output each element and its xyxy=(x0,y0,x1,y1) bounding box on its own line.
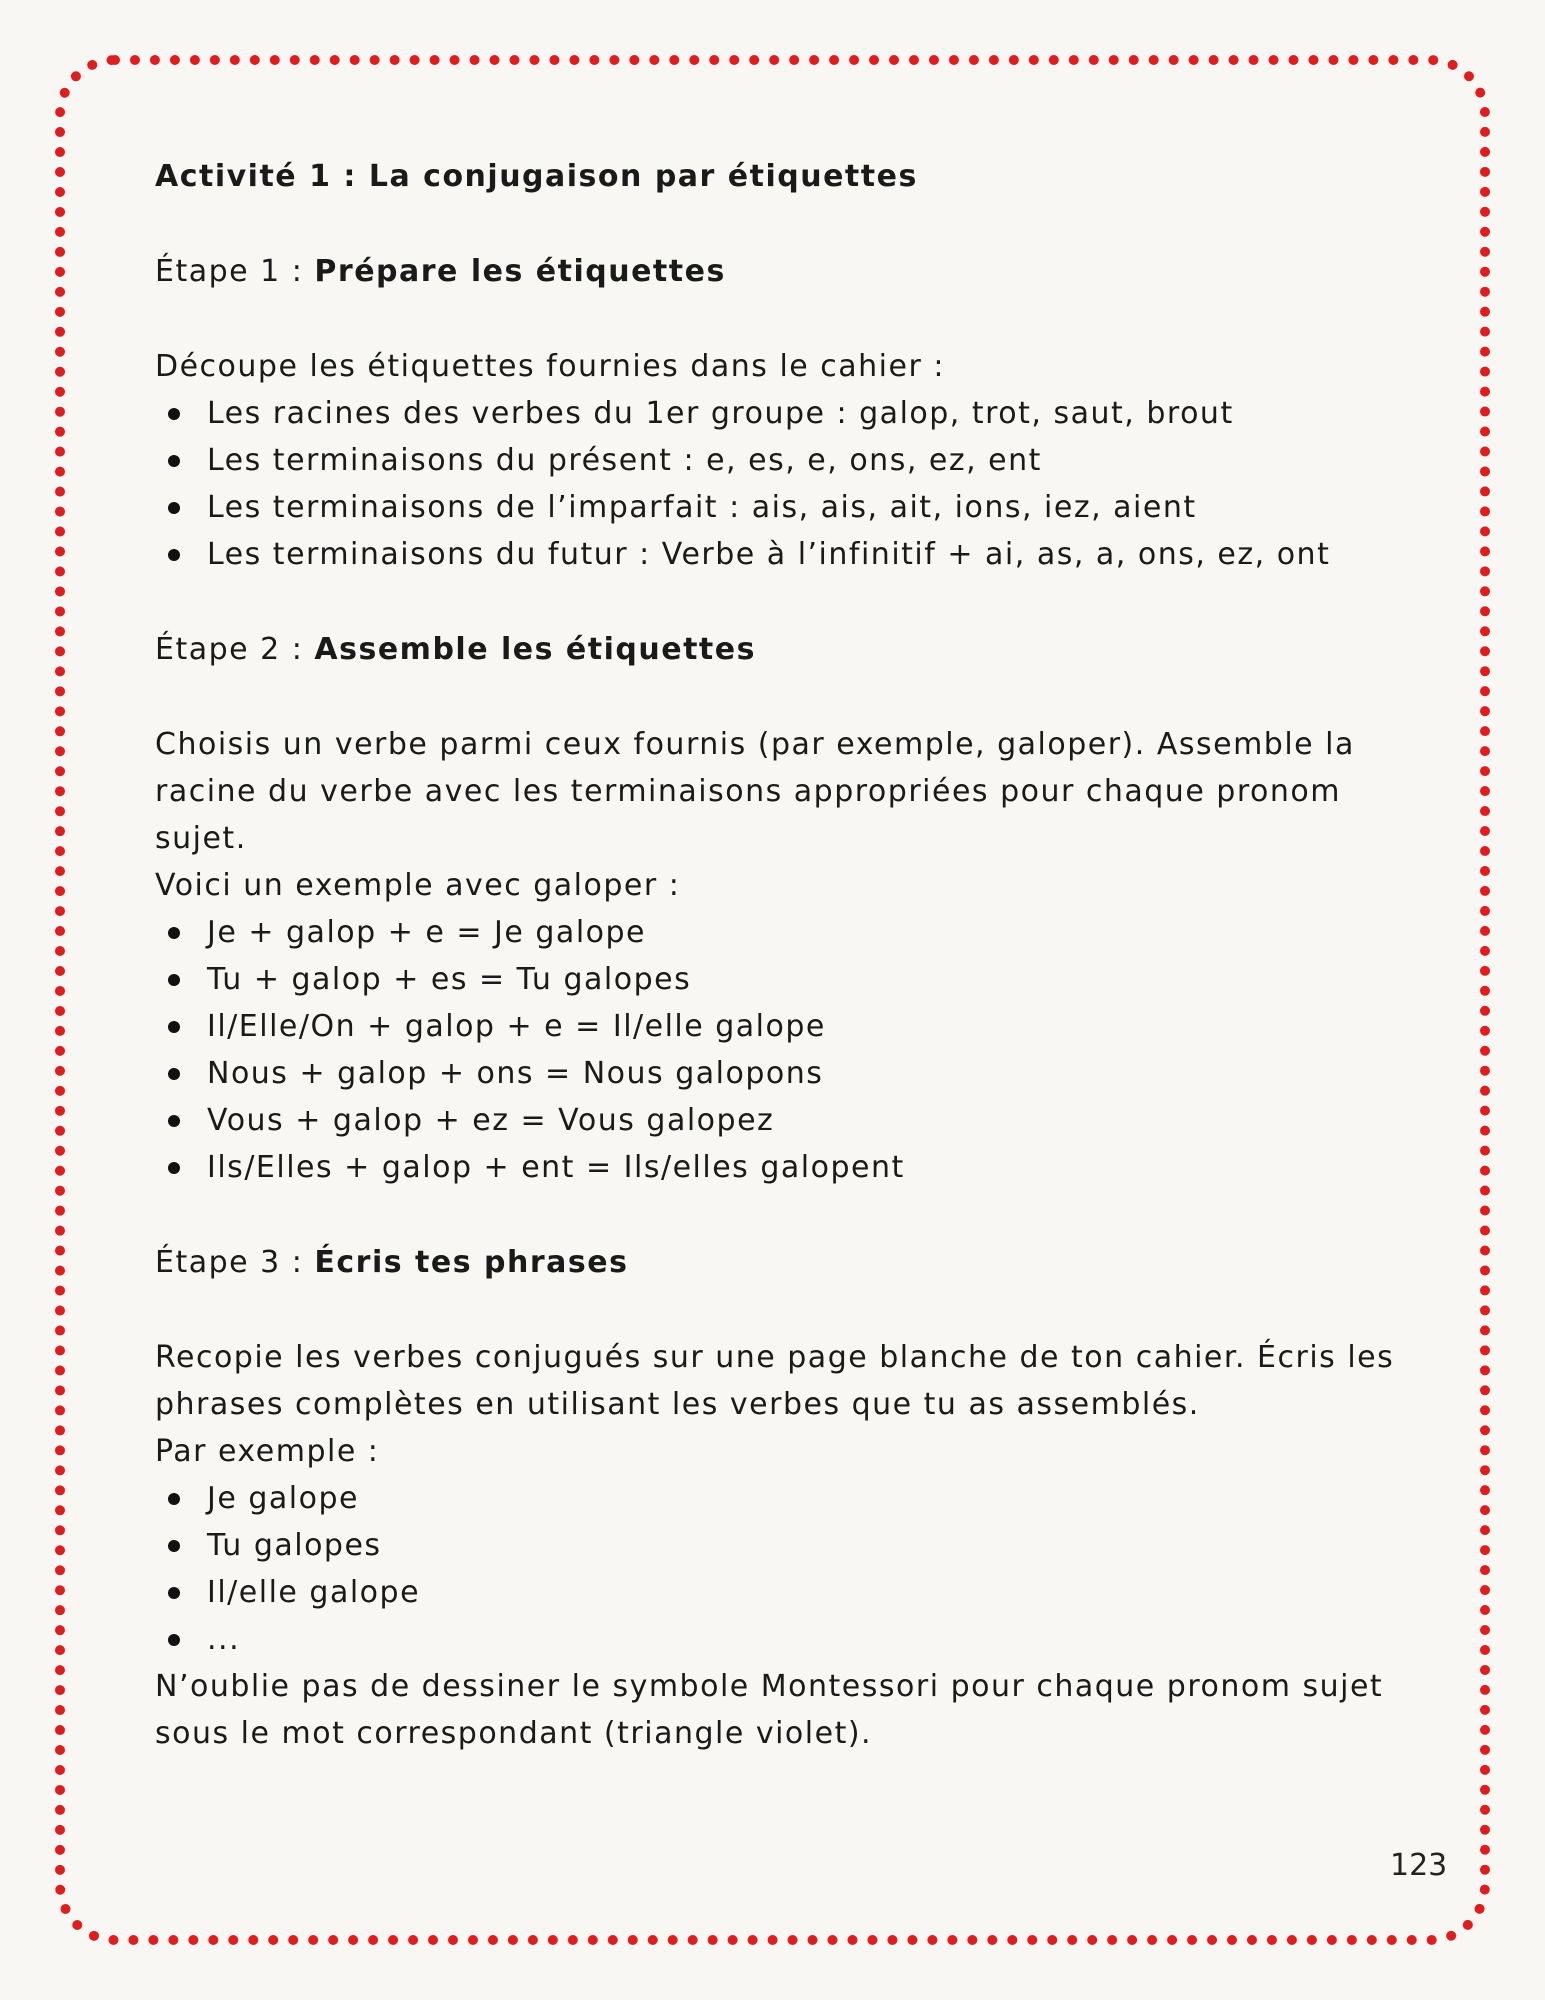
bullet-icon xyxy=(168,1021,180,1033)
step-1-title: Prépare les étiquettes xyxy=(314,254,726,289)
bullet-icon xyxy=(168,1493,180,1505)
bullet-icon xyxy=(168,1540,180,1552)
page-number: 123 xyxy=(1390,1848,1448,1883)
step-2-paragraph: Choisis un verbe parmi ceux fournis (par exemple, galoper). Assemble la racine du verbe avec les terminaisons appropriées pour chaque pronom sujet. xyxy=(155,727,1355,856)
step-1-intro: Découpe les étiquettes fournies dans le cahier : xyxy=(155,349,945,384)
bullet-icon xyxy=(168,1587,180,1599)
bullet-icon xyxy=(168,1162,180,1174)
list-item: Nous + galop + ons = Nous galopons xyxy=(155,1050,1405,1097)
step-2-heading xyxy=(155,626,1405,673)
step-1-heading xyxy=(155,248,1405,295)
list-item: Les racines des verbes du 1er groupe : galop, trot, saut, brout xyxy=(155,390,1405,437)
bullet-icon xyxy=(168,1115,180,1127)
step-3-heading xyxy=(155,1239,1405,1286)
step-3-example-intro: Par exemple : xyxy=(155,1434,380,1469)
list-item: Ils/Elles + galop + ent = Ils/elles galopent xyxy=(155,1144,1405,1191)
bullet-icon xyxy=(168,549,180,561)
list-item: Je + galop + e = Je galope xyxy=(155,909,1405,956)
step-2-example-intro: Voici un exemple avec galoper : xyxy=(155,868,681,903)
list-item: Tu + galop + es = Tu galopes xyxy=(155,956,1405,1003)
list-item: Les terminaisons du présent : e, es, e, ons, ez, ent xyxy=(155,437,1405,484)
activity-title: Activité 1 : La conjugaison par étiquettes xyxy=(155,159,918,194)
step-2-list xyxy=(155,909,1405,1191)
bullet-icon xyxy=(168,974,180,986)
activity-content xyxy=(155,150,1405,1757)
list-item: Les terminaisons de l’imparfait : ais, ais, ait, ions, iez, aient xyxy=(155,484,1405,531)
bullet-icon xyxy=(168,408,180,420)
list-item: Il/Elle/On + galop + e = Il/elle galope xyxy=(155,1003,1405,1050)
step-1-list xyxy=(155,390,1405,578)
list-item: Les terminaisons du futur : Verbe à l’infinitif + ai, as, a, ons, ez, ont xyxy=(155,531,1405,578)
step-2-title: Assemble les étiquettes xyxy=(314,632,756,667)
bullet-icon xyxy=(168,1634,180,1646)
step-1-prefix: Étape 1 : xyxy=(155,254,315,289)
bullet-icon xyxy=(168,927,180,939)
bullet-icon xyxy=(168,455,180,467)
list-item: Vous + galop + ez = Vous galopez xyxy=(155,1097,1405,1144)
step-3-title: Écris tes phrases xyxy=(314,1245,629,1280)
step-3-closing: N’oublie pas de dessiner le symbole Montessori pour chaque pronom sujet sous le mot correspondant (triangle violet). xyxy=(155,1669,1384,1751)
list-item: Il/elle galope xyxy=(155,1569,1405,1616)
list-item: ... xyxy=(155,1616,1405,1663)
bullet-icon xyxy=(168,1068,180,1080)
step-2-prefix: Étape 2 : xyxy=(155,632,315,667)
bullet-icon xyxy=(168,502,180,514)
list-item: Je galope xyxy=(155,1475,1405,1522)
step-3-paragraph: Recopie les verbes conjugués sur une page blanche de ton cahier. Écris les phrases complètes en utilisant les verbes que tu as assemblés. xyxy=(155,1340,1395,1422)
step-3-list xyxy=(155,1475,1405,1663)
list-item: Tu galopes xyxy=(155,1522,1405,1569)
step-3-prefix: Étape 3 : xyxy=(155,1245,315,1280)
